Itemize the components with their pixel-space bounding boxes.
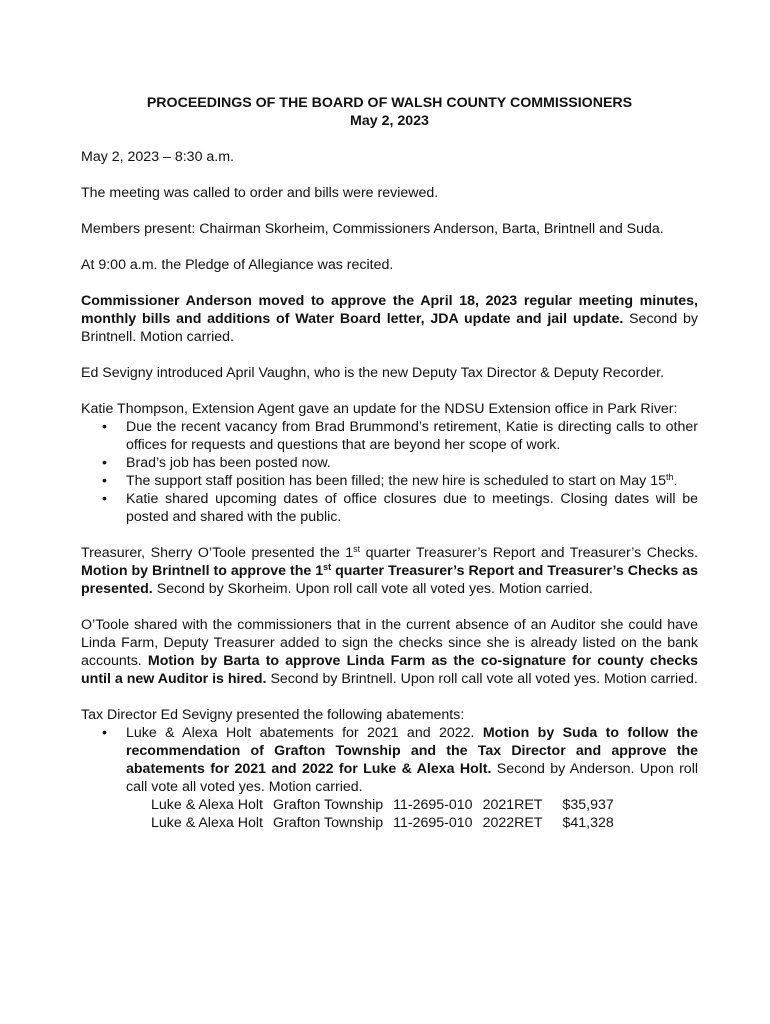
document-title xyxy=(81,94,698,130)
list-item: • Due the recent vacancy from Brad Brummond’s retirement, Katie is directing calls to other offices for requests and questions that are beyond her scope of work. xyxy=(102,419,698,453)
motion-minutes-bold: Commissioner Anderson moved to approve the April 18, 2023 regular meeting minutes, monthly bills and additions of Water Board letter, JDA update and jail update. xyxy=(81,293,698,327)
list-item: • Brad’s job has been posted now. xyxy=(102,455,331,471)
abatement-bullets xyxy=(81,724,698,796)
motion-minutes-rest: Second by Brintnell. Motion carried. xyxy=(81,311,698,345)
table-row: Luke & Alexa Holt Grafton Township 11-2695-010 2021RET $35,937 xyxy=(151,797,614,813)
deputy-introduction: Ed Sevigny introduced April Vaughn, who is the new Deputy Tax Director & Deputy Recorder. xyxy=(81,365,665,381)
bullet-icon: • xyxy=(102,491,107,507)
title-line-2: May 2, 2023 xyxy=(350,113,429,129)
table-row: Luke & Alexa Holt Grafton Township 11-2695-010 2022RET $41,328 xyxy=(151,815,614,831)
called-to-order: The meeting was called to order and bills were reviewed. xyxy=(81,185,439,201)
bullet-icon: • xyxy=(102,419,107,435)
motion-minutes xyxy=(81,292,698,346)
extension-bullets xyxy=(81,418,698,526)
list-item: • Luke & Alexa Holt abatements for 2021 and 2022. Motion by Suda to follow the recommendation of Grafton Township and the Tax Director and approve the abatements for 2021 and 2022 for Luke & Alexa Holt. Second by Anderson. Upon roll call vote all voted yes. Motion carried. xyxy=(102,725,698,795)
co-signature-motion: O’Toole shared with the commissioners that in the current absence of an Auditor she could have Linda Farm, Deputy Treasurer added to sign the checks since she is already listed on the bank accounts. Motion by Barta to approve Linda Farm as the co-signature for county checks until a new Auditor is hired. Second by Brintnell. Upon roll call vote all voted yes. Motion carried. xyxy=(81,617,698,687)
abatements-intro: Tax Director Ed Sevigny presented the following abatements: xyxy=(81,707,465,723)
bullet-icon: • xyxy=(102,473,107,489)
document-page xyxy=(81,94,698,832)
bullet-icon: • xyxy=(102,725,107,741)
title-line-1: PROCEEDINGS OF THE BOARD OF WALSH COUNTY COMMISSIONERS xyxy=(146,95,633,111)
list-item: • Katie shared upcoming dates of office closures due to meetings. Closing dates will be posted and shared with the public. xyxy=(102,491,698,525)
abatement-table xyxy=(151,796,624,832)
list-item: • The support staff position has been filled; the new hire is scheduled to start on May 15th. xyxy=(102,472,678,489)
pledge: At 9:00 a.m. the Pledge of Allegiance was recited. xyxy=(81,257,394,273)
bullet-icon: • xyxy=(102,455,107,471)
treasurer-report: Treasurer, Sherry O’Toole presented the 1st quarter Treasurer’s Report and Treasurer’s Checks. Motion by Brintnell to approve the 1st quarter Treasurer’s Report and Treasurer’s Checks as presented. Second by Skorheim. Upon roll call vote all voted yes. Motion carried. xyxy=(81,544,699,597)
meeting-time: May 2, 2023 – 8:30 a.m. xyxy=(81,149,235,165)
extension-update: Katie Thompson, Extension Agent gave an update for the NDSU Extension office in Park River: xyxy=(81,401,678,417)
members-present: Members present: Chairman Skorheim, Commissioners Anderson, Barta, Brintnell and Suda. xyxy=(81,221,664,237)
